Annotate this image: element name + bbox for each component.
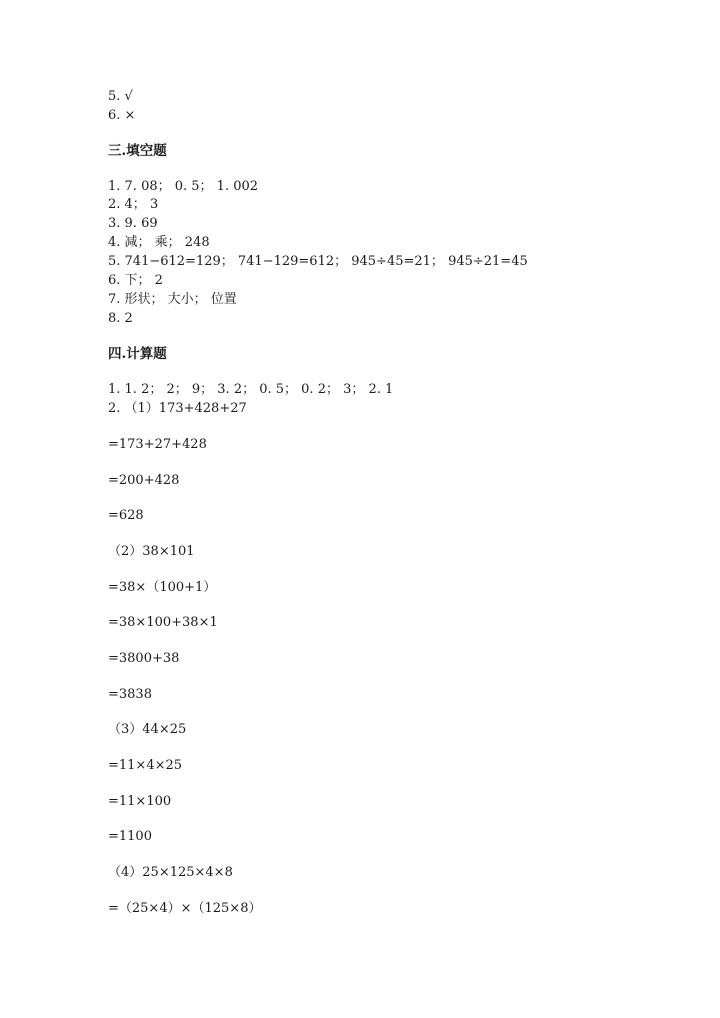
calc-step: =173+27+428 xyxy=(108,437,207,452)
calc-step: =200+428 xyxy=(108,473,180,488)
section-heading-calculation: 四.计算题 xyxy=(108,346,167,362)
answer-line: 6. 下； 2 xyxy=(108,273,163,288)
calc-step: =38×（100+1） xyxy=(108,580,217,595)
section-heading-fill-blank: 三.填空题 xyxy=(108,143,167,159)
calc-step: =3838 xyxy=(108,687,152,702)
calc-problem: （4）25×125×4×8 xyxy=(108,865,233,880)
calc-step: =11×4×25 xyxy=(108,758,183,773)
answer-line: 4. 减； 乘； 248 xyxy=(108,235,210,250)
calc-step: =628 xyxy=(108,508,144,523)
answer-line: 8. 2 xyxy=(108,311,133,326)
calc-step: =3800+38 xyxy=(108,651,180,666)
answer-line: 5. √ xyxy=(108,89,133,104)
answer-line: 2. 4； 3 xyxy=(108,197,159,212)
calc-step: =11×100 xyxy=(108,794,172,809)
calc-step: =（25×4）×（125×8） xyxy=(108,901,262,916)
calc-problem: （2）38×101 xyxy=(108,544,195,559)
answer-line: 1. 1. 2； 2； 9； 3. 2； 0. 5； 0. 2； 3； 2. 1 xyxy=(108,382,394,397)
answer-line: 5. 741−612=129； 741−129=612； 945÷45=21； 945÷21=45 xyxy=(108,254,528,269)
calc-problem: （3）44×25 xyxy=(108,722,187,737)
answer-line: 1. 7. 08； 0. 5； 1. 002 xyxy=(108,179,259,194)
answer-line: 3. 9. 69 xyxy=(108,216,158,231)
answer-line: 6. × xyxy=(108,108,136,123)
calc-step: =1100 xyxy=(108,829,152,844)
answer-line: 2. （1）173+428+27 xyxy=(108,401,247,416)
calc-step: =38×100+38×1 xyxy=(108,615,218,630)
answer-line: 7. 形状； 大小； 位置 xyxy=(108,292,237,307)
